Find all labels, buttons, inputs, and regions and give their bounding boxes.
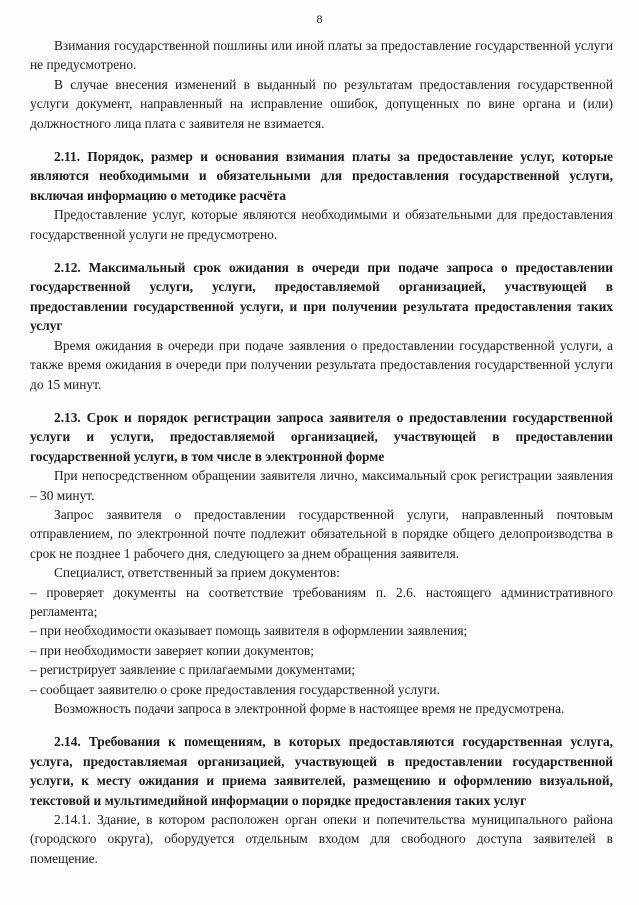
- paragraph: Специалист, ответственный за прием документов:: [54, 565, 340, 581]
- section-spacer: [30, 244, 613, 258]
- document-body: [30, 36, 613, 868]
- list-item: – при необходимости заверяет копии документов;: [30, 642, 314, 658]
- page-number: 8: [316, 12, 323, 26]
- paragraph: Возможность подачи запроса в электронной форме в настоящее время не предусмотрена.: [54, 701, 565, 716]
- section-heading-2-14: 2.14. Требования к помещениям, в которых предоставляются государственная услуга, услуга, предоставляемая организацией, участвующей в предоставлении государственной услуги, к месту ожидания и приема заявителей, размещению и оформлению визуальной, текстовой и мультимедийной информации о порядке предоставления таких услуг: [30, 734, 613, 808]
- section-spacer: [30, 133, 613, 147]
- list-item: – при необходимости оказывает помощь заявителя в оформлении заявления;: [30, 623, 468, 639]
- paragraph: При непосредственном обращении заявителя лично, максимальный срок регистрации заявления – 30 минут.: [30, 468, 613, 503]
- section-spacer: [30, 718, 613, 732]
- paragraph: 2.14.1. Здание, в котором расположен орган опеки и попечительства муниципального района (городского округа), оборудуется отдельным входом для свободного доступа заявителей в помещение.: [30, 812, 613, 866]
- list-item: – регистрирует заявление с прилагаемыми документами;: [30, 662, 356, 678]
- section-spacer: [30, 394, 613, 408]
- paragraph: Запрос заявителя о предоставлении государственной услуги, направленный почтовым отправлением, по электронной почте подлежит обязательной в порядке общего делопроизводства в срок не позднее 1 рабочего дня, следующего за днем обращения заявителя.: [30, 506, 613, 561]
- list-item: – сообщает заявителю о сроке предоставления государственной услуги.: [30, 681, 440, 697]
- paragraph: Время ожидания в очереди при подаче заявления о предоставлении государственной услуги, а также время ожидания в очереди при получении результата предоставления государственной услуги до 15 минут.: [30, 337, 613, 392]
- section-heading-2-13: 2.13. Срок и порядок регистрации запроса заявителя о предоставлении государственной услуги и услуги, предоставляемой организацией, участвующей в предоставлении государственной услуги, в том числе в электронной форме: [30, 409, 613, 464]
- section-heading-2-12: 2.12. Максимальный срок ожидания в очереди при подаче запроса о предоставлении государственной услуги, услуги, предоставляемой организацией, участвующей в предоставлении государственной услуги, и при получении результата предоставления таких услуг: [30, 260, 613, 334]
- paragraph: В случае внесения изменений в выданный по результатам предоставления государственной услуги документ, направленный на исправление ошибок, допущенных по вине органа и (или) должностного лица плата с заявителя не взимается.: [30, 76, 613, 131]
- paragraph: Взимания государственной пошлины или иной платы за предоставление государственной услуги не предусмотрено.: [30, 38, 613, 73]
- section-heading-2-11: 2.11. Порядок, размер и основания взимания платы за предоставление услуг, которые являются необходимыми и обязательными для предоставления государственной услуги, включая информацию о методике расчёта: [30, 149, 613, 203]
- list-item: – проверяет документы на соответствие требованиям п. 2.6. настоящего административного регламента;: [30, 584, 613, 619]
- paragraph: Предоставление услуг, которые являются необходимыми и обязательными для предоставления государственной услуги не предусмотрено.: [30, 207, 613, 242]
